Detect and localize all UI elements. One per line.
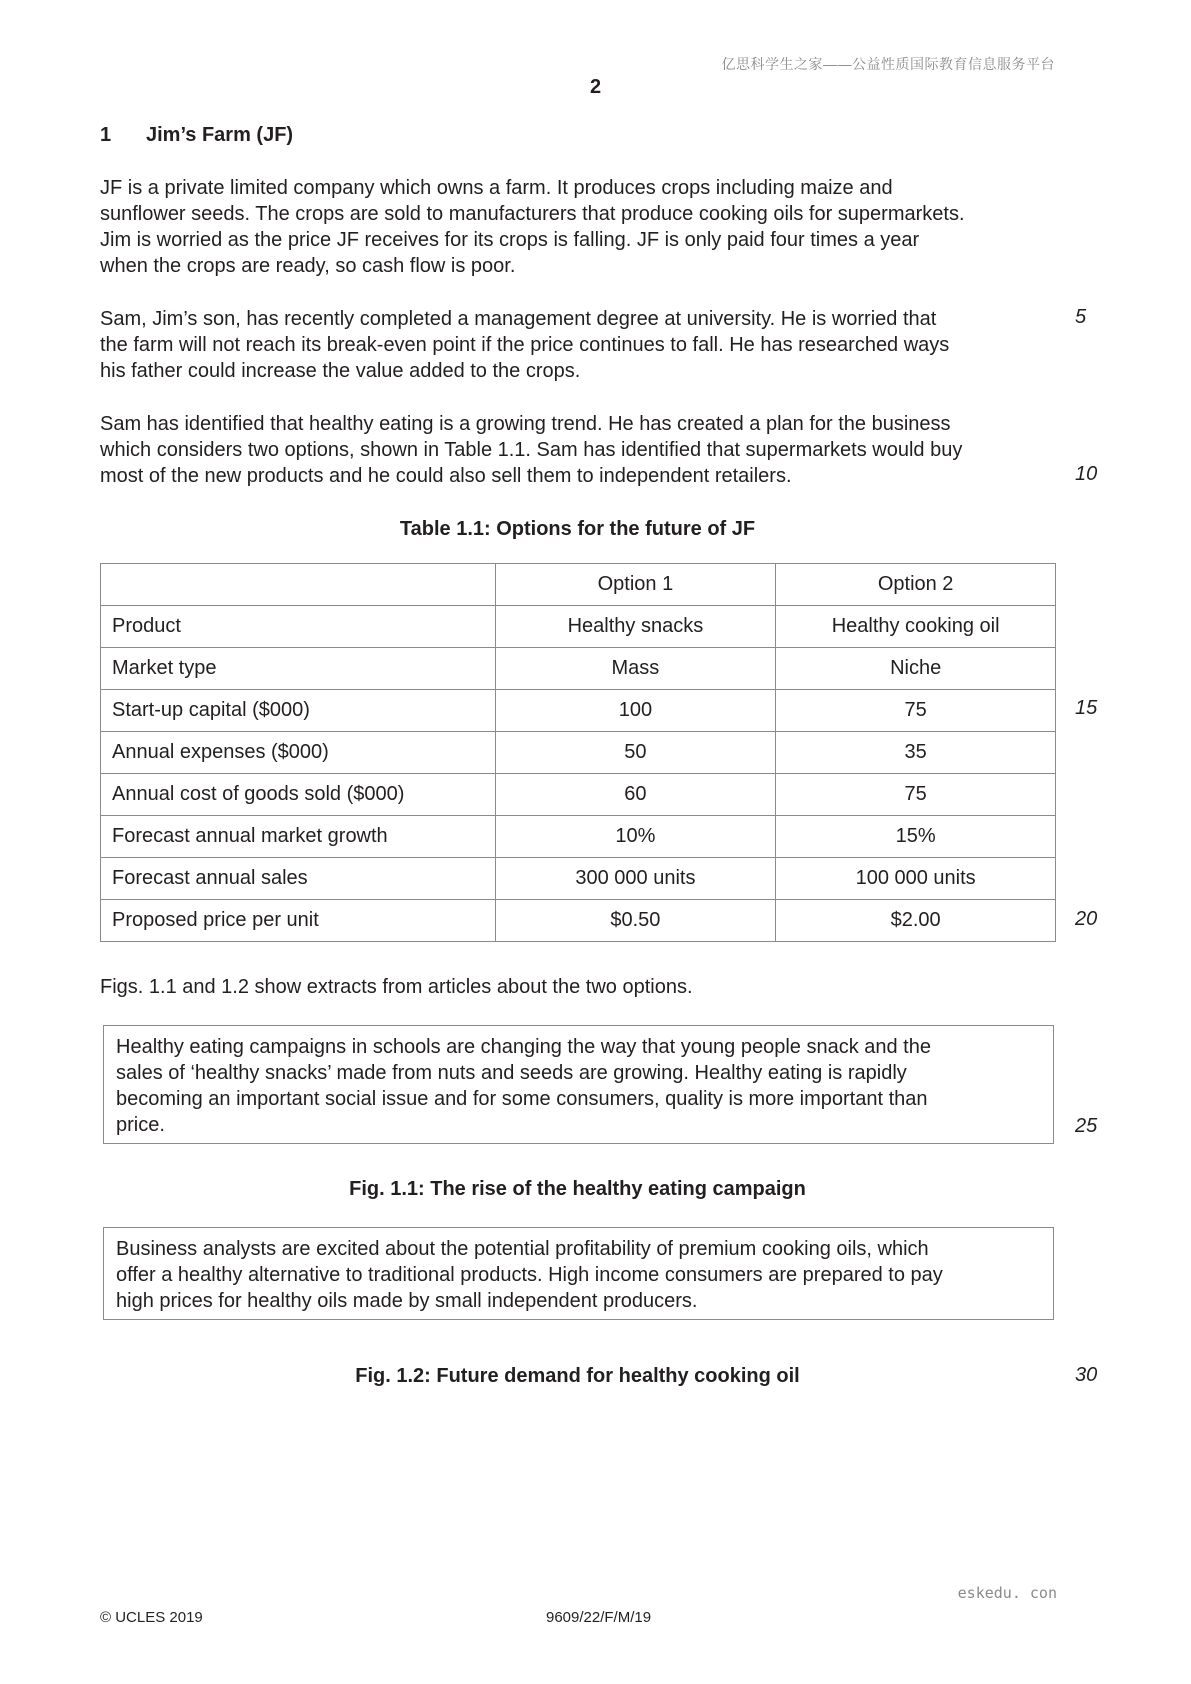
table-cell: 35 bbox=[776, 732, 1056, 774]
table-row bbox=[101, 816, 1056, 858]
options-table bbox=[100, 563, 1056, 942]
text-line: Business analysts are excited about the potential profitability of premium cooking oils, which bbox=[116, 1238, 929, 1260]
table-row bbox=[101, 690, 1056, 732]
row-label: Annual expenses ($000) bbox=[101, 732, 496, 774]
line-number: 5 bbox=[1075, 306, 1087, 328]
line-number: 10 bbox=[1075, 463, 1098, 485]
table-header-cell: Option 1 bbox=[495, 564, 776, 606]
table-cell: 15% bbox=[776, 816, 1056, 858]
table-row bbox=[101, 900, 1056, 942]
table-cell: Niche bbox=[776, 648, 1056, 690]
table-cell: 75 bbox=[776, 774, 1056, 816]
text-line: Sam has identified that healthy eating is a growing trend. He has created a plan for the business bbox=[100, 413, 951, 435]
table-cell: Healthy cooking oil bbox=[776, 606, 1056, 648]
text-line: his father could increase the value added to the crops. bbox=[100, 360, 581, 382]
fig1-caption: Fig. 1.1: The rise of the healthy eating campaign bbox=[349, 1178, 806, 1200]
table-cell: Mass bbox=[495, 648, 776, 690]
text-line: sunflower seeds. The crops are sold to manufacturers that produce cooking oils for supermarkets. bbox=[100, 203, 965, 225]
table-row bbox=[101, 774, 1056, 816]
row-label: Market type bbox=[101, 648, 496, 690]
text-line: offer a healthy alternative to traditional products. High income consumers are prepared to pay bbox=[116, 1264, 943, 1286]
page-number: 2 bbox=[589, 76, 602, 98]
row-label: Start-up capital ($000) bbox=[101, 690, 496, 732]
table-cell: 75 bbox=[776, 690, 1056, 732]
text-line: when the crops are ready, so cash flow is poor. bbox=[100, 255, 516, 277]
text-line: the farm will not reach its break-even point if the price continues to fall. He has researched ways bbox=[100, 334, 950, 356]
paragraph-healthy-eating bbox=[100, 411, 1055, 489]
text-line: Sam, Jim’s son, has recently completed a management degree at university. He is worried that bbox=[100, 308, 937, 330]
table-cell: 50 bbox=[495, 732, 776, 774]
fig1-extract-box bbox=[103, 1025, 1054, 1144]
table-cell: 100 bbox=[495, 690, 776, 732]
text-line: JF is a private limited company which owns a farm. It produces crops including maize and bbox=[100, 177, 893, 199]
footer-paper-code: 9609/22/F/M/19 bbox=[546, 1609, 652, 1626]
footer-watermark: eskedu. con bbox=[957, 1584, 1057, 1602]
table-cell: $0.50 bbox=[495, 900, 776, 942]
row-label: Proposed price per unit bbox=[101, 900, 496, 942]
fig2-caption: Fig. 1.2: Future demand for healthy cooking oil bbox=[355, 1365, 800, 1387]
paragraph-sam bbox=[100, 306, 1055, 384]
table-cell: 300 000 units bbox=[495, 858, 776, 900]
text-line: high prices for healthy oils made by small independent producers. bbox=[116, 1290, 698, 1312]
line-number: 15 bbox=[1075, 697, 1098, 719]
text-line: Figs. 1.1 and 1.2 show extracts from articles about the two options. bbox=[100, 976, 693, 998]
fig2-extract-box bbox=[103, 1227, 1054, 1320]
table-row bbox=[101, 648, 1056, 690]
table-cell: 100 000 units bbox=[776, 858, 1056, 900]
text-line: most of the new products and he could also sell them to independent retailers. bbox=[100, 465, 792, 487]
question-heading bbox=[100, 124, 293, 147]
table-cell: $2.00 bbox=[776, 900, 1056, 942]
text-line: sales of ‘healthy snacks’ made from nuts and seeds are growing. Healthy eating is rapidly bbox=[116, 1062, 907, 1084]
table-header-row bbox=[101, 564, 1056, 606]
header-watermark: 亿思科学生之家——公益性质国际教育信息服务平台 bbox=[721, 56, 1055, 72]
row-label: Forecast annual sales bbox=[101, 858, 496, 900]
row-label: Product bbox=[101, 606, 496, 648]
table-cell: 10% bbox=[495, 816, 776, 858]
table-row bbox=[101, 858, 1056, 900]
table-caption: Table 1.1: Options for the future of JF bbox=[399, 518, 756, 540]
line-number: 30 bbox=[1075, 1364, 1098, 1386]
footer-copyright: © UCLES 2019 bbox=[100, 1609, 203, 1626]
question-title: Jim’s Farm (JF) bbox=[146, 124, 294, 146]
text-line: becoming an important social issue and for some consumers, quality is more important than bbox=[116, 1088, 928, 1110]
row-label: Annual cost of goods sold ($000) bbox=[101, 774, 496, 816]
row-label: Forecast annual market growth bbox=[101, 816, 496, 858]
line-number: 25 bbox=[1075, 1115, 1098, 1137]
line-number: 20 bbox=[1075, 908, 1098, 930]
table-cell bbox=[101, 564, 496, 606]
text-line: Healthy eating campaigns in schools are changing the way that young people snack and the bbox=[116, 1036, 931, 1058]
table-header-cell: Option 2 bbox=[776, 564, 1056, 606]
text-line: which considers two options, shown in Table 1.1. Sam has identified that supermarkets would buy bbox=[100, 439, 963, 461]
figs-intro bbox=[100, 974, 1055, 1000]
text-line: Jim is worried as the price JF receives for its crops is falling. JF is only paid four times a year bbox=[100, 229, 920, 251]
paragraph-intro bbox=[100, 175, 1055, 279]
table-row bbox=[101, 732, 1056, 774]
table-cell: 60 bbox=[495, 774, 776, 816]
text-line: price. bbox=[116, 1114, 165, 1136]
table-cell: Healthy snacks bbox=[495, 606, 776, 648]
question-number: 1 bbox=[100, 124, 112, 146]
table-row bbox=[101, 606, 1056, 648]
